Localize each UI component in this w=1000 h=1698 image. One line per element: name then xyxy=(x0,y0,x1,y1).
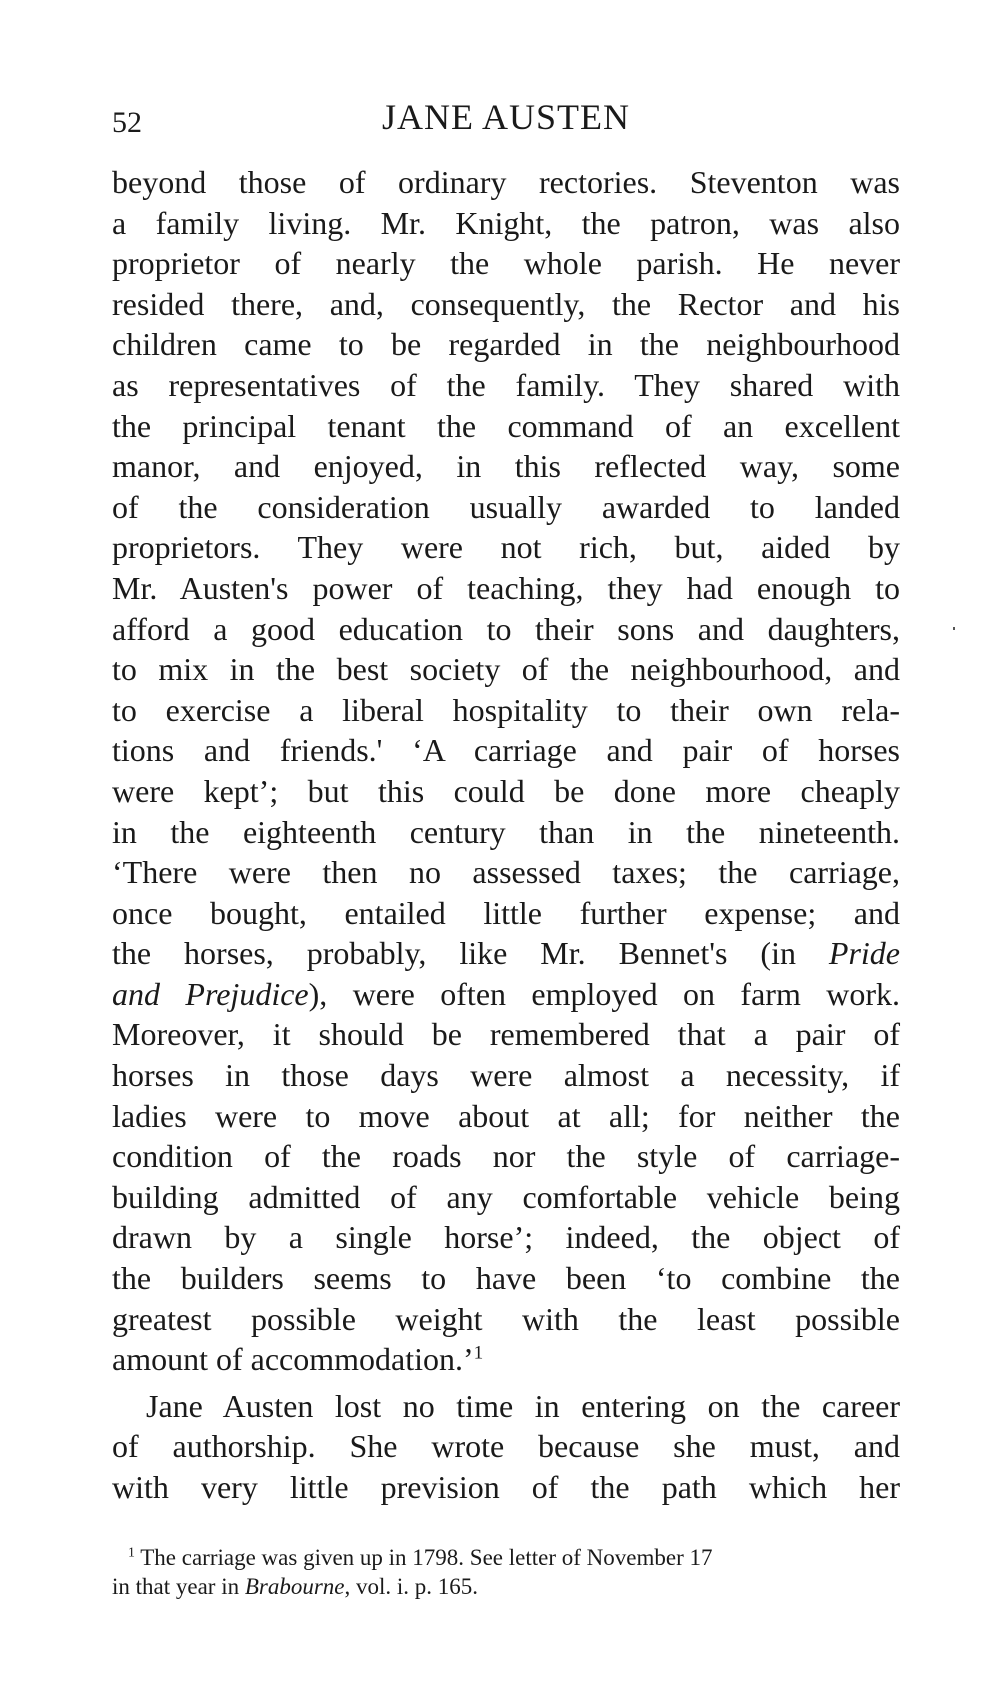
text-line: once bought, entailed little further expense; and xyxy=(112,894,900,931)
text-line: the principal tenant the command of an excellent xyxy=(112,407,900,444)
footnote-source-title: Brabourne xyxy=(244,1574,345,1599)
text-line: proprietors. They were not rich, but, aided by xyxy=(112,529,900,566)
text-line: building admitted of any comfortable vehicle being xyxy=(112,1178,900,1215)
text-line: were kept’; but this could be done more cheaply xyxy=(112,772,900,809)
paper-speck xyxy=(953,627,955,630)
text-line-with-title xyxy=(112,933,900,974)
text-line: drawn by a single horse’; indeed, the object of xyxy=(112,1219,900,1256)
text-line: Mr. Austen's power of teaching, they had enough to xyxy=(112,569,900,606)
text-line: Jane Austen lost no time in entering on the career xyxy=(146,1387,900,1424)
footnote-reference: 1 xyxy=(473,1342,484,1364)
footnote-text: The carriage was given up in 1798. See letter of November 17 xyxy=(140,1545,713,1570)
text-line: in the eighteenth century than in the nineteenth. xyxy=(112,813,900,850)
text-line: condition of the roads nor the style of carriage- xyxy=(112,1138,900,1175)
text-line: tions and friends.' ‘A carriage and pair of horses xyxy=(112,732,900,769)
text-line-with-title xyxy=(112,974,900,1015)
text-line: ladies were to move about at all; for neither the xyxy=(112,1097,900,1134)
text-line: afford a good education to their sons and daughters, xyxy=(112,610,900,647)
text-line: ‘There were then no assessed taxes; the carriage, xyxy=(112,854,900,891)
text-line: children came to be regarded in the neighbourhood xyxy=(112,326,900,363)
line-segment: the horses, probably, like Mr. Bennet's (in xyxy=(112,935,829,972)
text-line: proprietor of nearly the whole parish. He never xyxy=(112,245,900,282)
footnote-marker: 1 xyxy=(128,1544,135,1560)
footnote-line xyxy=(112,1572,900,1601)
book-title-prejudice: and Prejudice xyxy=(112,975,309,1012)
line-segment: ), were often employed on farm work. xyxy=(308,975,901,1012)
text-line xyxy=(112,1339,900,1380)
text-line: to mix in the best society of the neighbourhood, and xyxy=(112,651,900,688)
text-line: resided there, and, consequently, the Rector and his xyxy=(112,285,900,322)
text-line: greatest possible weight with the least possible xyxy=(112,1300,900,1337)
book-title-pride: Pride xyxy=(828,935,900,972)
page-header xyxy=(112,96,900,146)
text-line: of the consideration usually awarded to landed xyxy=(112,488,900,525)
footnote xyxy=(112,1543,900,1601)
footnote-text: in that year in xyxy=(112,1574,245,1599)
text-line: of authorship. She wrote because she must, and xyxy=(112,1428,900,1465)
text-line: the builders seems to have been ‘to combine the xyxy=(112,1260,900,1297)
text-line: beyond those of ordinary rectories. Steventon was xyxy=(112,164,900,200)
text-line: a family living. Mr. Knight, the patron, was also xyxy=(112,204,900,241)
text-line: as representatives of the family. They shared with xyxy=(112,366,900,403)
running-head: JANE AUSTEN xyxy=(381,97,630,137)
text-line: to exercise a liberal hospitality to their own rela- xyxy=(112,691,900,728)
footnote-text: , vol. i. p. 165. xyxy=(344,1574,479,1599)
text-line: horses in those days were almost a necessity, if xyxy=(112,1057,900,1094)
text-line: manor, and enjoyed, in this reflected way, some xyxy=(112,448,900,485)
body-text xyxy=(112,162,900,1508)
line-segment: amount of accommodation.’ xyxy=(112,1341,474,1378)
text-line: with very little prevision of the path which her xyxy=(112,1469,900,1505)
page-number: 52 xyxy=(112,106,142,139)
footnote-line xyxy=(112,1543,900,1572)
text-line: Moreover, it should be remembered that a pair of xyxy=(112,1016,900,1053)
